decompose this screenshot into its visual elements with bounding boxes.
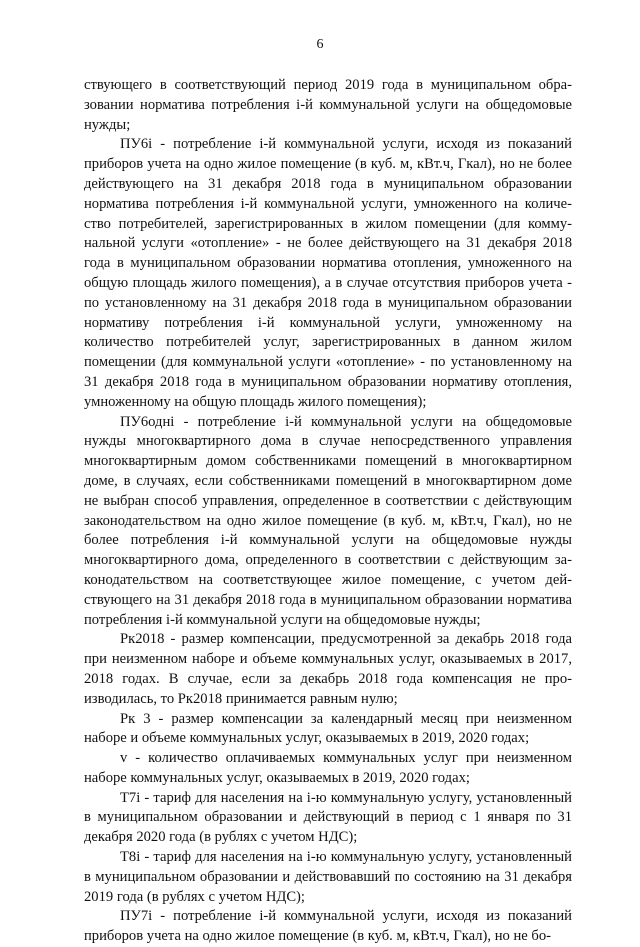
paragraph-pu7i: ПУ7i - потребление i-й коммунальной услуги, исходя из показаний приборов учета на одно жилое помещение (в куб. м, кВт.ч, Гкал), но не бо-	[84, 908, 572, 945]
paragraph-v: v - количество оплачиваемых коммунальных услуг при неизменном наборе коммунальных услуг, оказываемых в 2019, 2020 годах;	[84, 750, 572, 786]
paragraph-continuation: ствующего в соответствующий период 2019 года в муниципальном образовании норматива потребления i-й коммунальной услуги на общедомовые нужды;	[84, 77, 572, 133]
paragraph-pu6i: ПУ6i - потребление i-й коммунальной услуги, исходя из показаний приборов учета на одно жилое помещение (в куб. м, кВт.ч, Гкал), но не более действующего на 31 декабря 2018 года в муниципальном образовании норматива потребления i-й коммунальной услуги, умноженного на количество потребителей, зарегистрированных в жилом помещении (для коммунальной услуги «отопление» - не более действующего на 31 декабря 2018 года в муниципальном образовании норматива отопления, умноженного на общую площадь жилого помещения), а в случае отсутствия приборов учета - по установленному на 31 декабря 2018 года в муниципальном образовании нормативу потребления i-й коммунальной услуги, умноженному на количество потребителей услуг, зарегистрированных в данном жилом помещении (для коммунальной услуги «отопление» - по установленному на 31 декабря 2018 года в муниципальном образовании нормативу отопления, умноженному на общую площадь жилого помещения);	[84, 136, 572, 410]
paragraph-t7i: Т7i - тариф для населения на i-ю коммунальную услугу, установленный в муниципальном образовании и действующий в период с 1 января по 31 декабря 2020 года (в рублях с учетом НДС);	[84, 789, 572, 846]
paragraph-pu6odni: ПУ6одні - потребление i-й коммунальной услуги на общедомовые нужды многоквартирного дома в случае непосредственного управления многоквартирным домом собственниками помещений в многоквартирном доме, в случаях, если собственниками помещений в многоквартирном доме не выбран способ управления, определенное в соответствии с действующим законодательством на одно жилое помещение (в куб. м, кВт.ч, Гкал), но не более потребления i-й коммунальной услуги на общедомовые нужды многоквартирного дома, определенного в соответствии с действующим законодательством на соответствующее жилое помещение, с учетом действующего на 31 декабря 2018 года в муниципальном образовании норматива потребления i-й коммунальной услуги на общедомовые нужды;	[84, 413, 572, 628]
paragraph-t8i: Т8i - тариф для населения на i-ю коммунальную услугу, установленный в муниципальном образовании и действовавший по состоянию на 31 декабря 2019 года (в рублях с учетом НДС);	[84, 849, 572, 905]
document-body	[84, 76, 572, 947]
page-number: 6	[316, 37, 324, 52]
paragraph-rk2018: Рк2018 - размер компенсации, предусмотренной за декабрь 2018 года при неизменном наборе и объеме коммунальных услуг, оказываемых в 2017, 2018 годах. В случае, если за декабрь 2018 года компенсация не производилась, то Рк2018 принимается равным нулю;	[84, 631, 572, 707]
paragraph-rk3: Рк 3 - размер компенсации за календарный месяц при неизменном наборе и объеме коммунальных услуг, оказываемых в 2019, 2020 годах;	[84, 710, 572, 747]
